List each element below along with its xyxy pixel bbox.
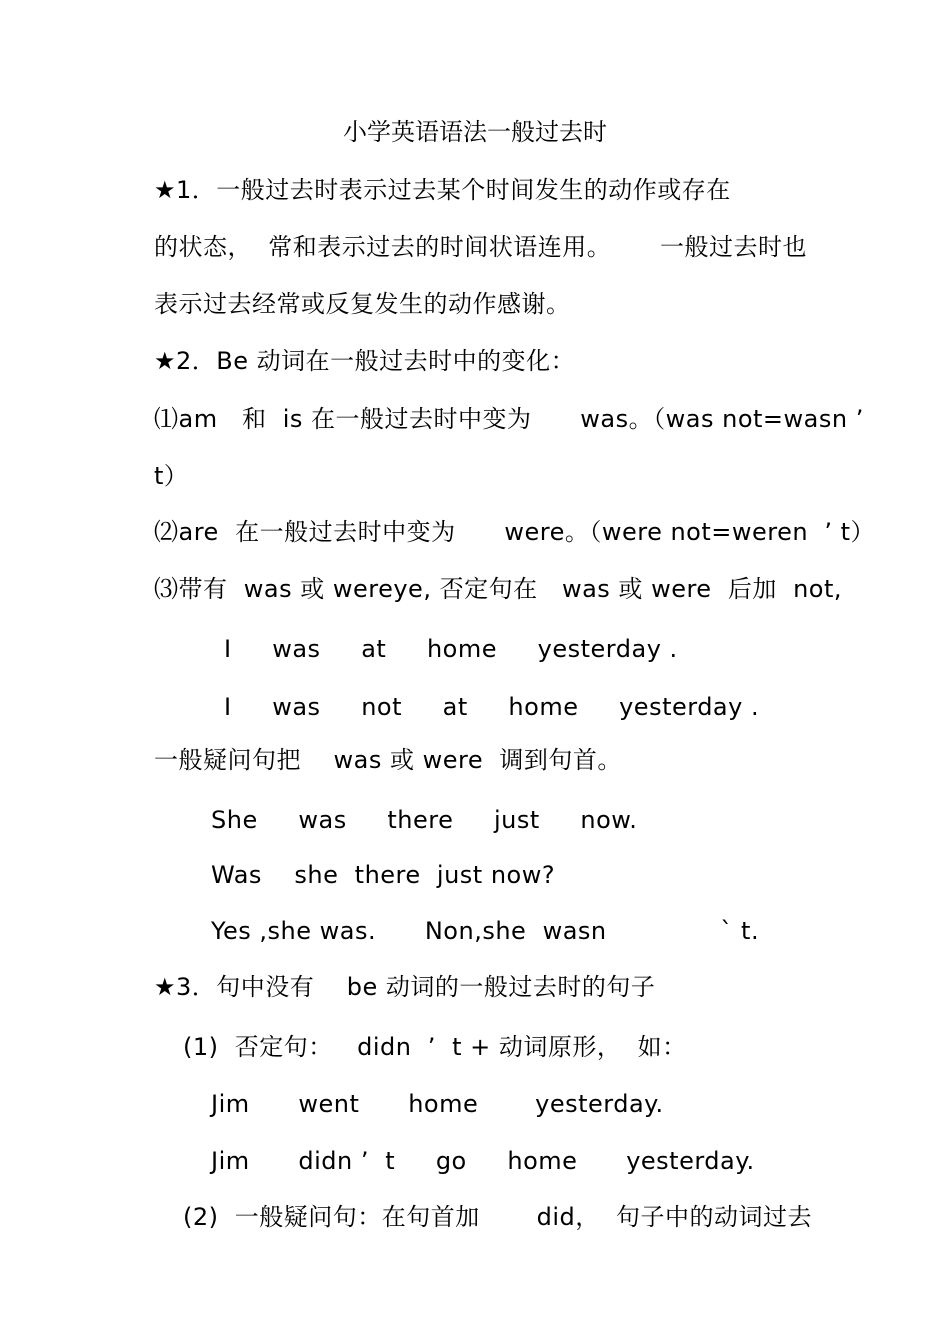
example-sentence: I was at home yesterday .	[224, 635, 678, 663]
rule-3-negative: ⑶带有 was 或 wereye, 否定句在 was 或 were 后加 not,	[154, 575, 843, 603]
example-sentence: Jim didn ’ t go home yesterday.	[211, 1147, 755, 1175]
question-rule: 一般疑问句把 was 或 were 调到句首。	[154, 746, 622, 774]
rule-1-am-is: ⑴am 和 is 在一般过去时中变为 was。（was not=wasn ’	[154, 405, 864, 433]
example-sentence: Was she there just now?	[211, 861, 556, 889]
negative-rule: (1) 否定句： didn ’ t + 动词原形， 如：	[183, 1033, 687, 1061]
document-title: 小学英语语法一般过去时	[343, 118, 607, 146]
section-1-line-3: 表示过去经常或反复发生的动作感谢。	[154, 290, 571, 318]
rule-2-are: ⑵are 在一般过去时中变为 were。（were not=weren ’ t）	[154, 518, 876, 546]
section-2-heading: ★2．Be 动词在一般过去时中的变化：	[154, 347, 576, 375]
section-1-line-2: 的状态， 常和表示过去的时间状语连用。 一般过去时也	[154, 233, 808, 261]
example-sentence: Jim went home yesterday.	[211, 1090, 664, 1118]
example-sentence: She was there just now.	[211, 806, 638, 834]
question-rule-did: (2) 一般疑问句：在句首加 did， 句子中的动词过去	[183, 1203, 813, 1231]
section-3-heading: ★3．句中没有 be 动词的一般过去时的句子	[154, 973, 656, 1001]
example-sentence: I was not at home yesterday .	[224, 693, 760, 721]
example-sentence: Yes ,she was. Non,she wasn ˋ t.	[211, 917, 760, 945]
rule-1-continuation: t）	[154, 462, 189, 490]
section-1-heading: ★1．一般过去时表示过去某个时间发生的动作或存在	[154, 176, 731, 204]
